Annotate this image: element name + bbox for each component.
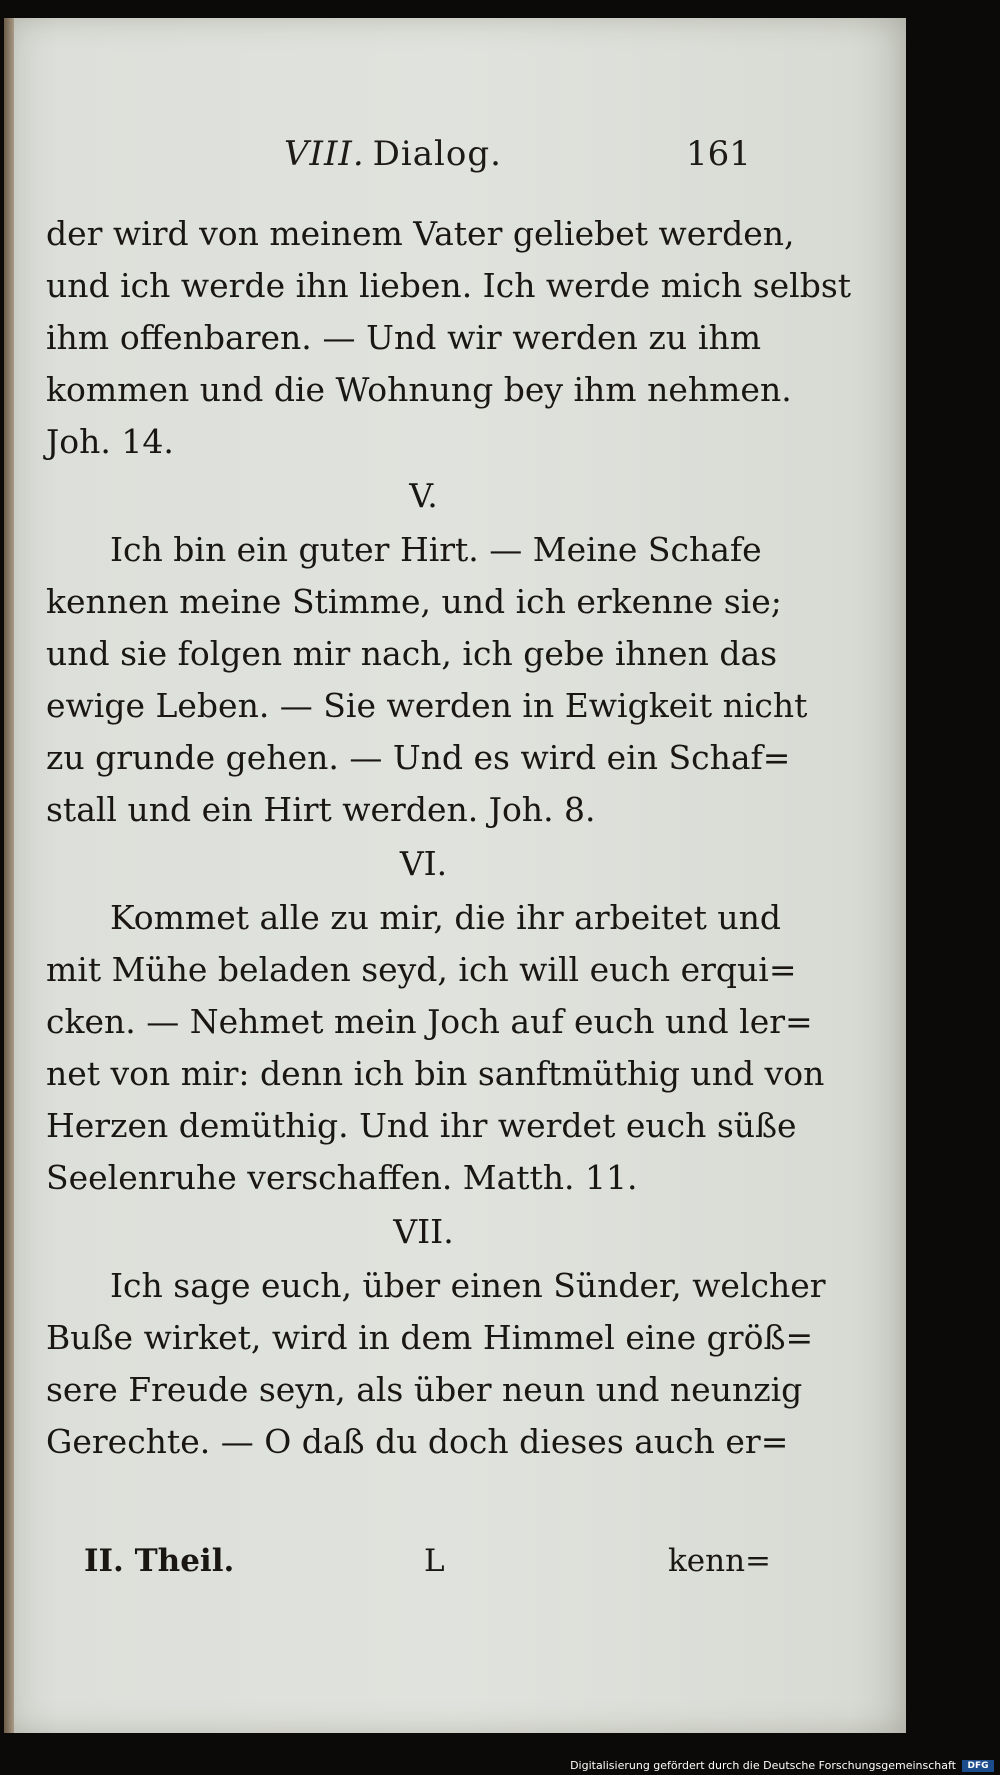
part-label: II. Theil. <box>84 1543 235 1579</box>
catchword: kenn= <box>668 1543 772 1579</box>
text-line: kommen und die Wohnung bey ihm nehmen. <box>46 370 792 409</box>
running-title <box>284 134 502 174</box>
book-page <box>4 18 906 1733</box>
page-footer <box>4 1543 906 1593</box>
page-number: 161 <box>686 134 751 174</box>
text-line: cken. — Nehmet mein Joch auf euch und ler= <box>46 1002 813 1041</box>
text-line: kennen meine Stimme, und ich erkenne sie; <box>46 582 782 621</box>
text-line: und sie folgen mir nach, ich gebe ihnen das <box>46 634 778 673</box>
text-line: Joh. 14. <box>46 422 174 461</box>
credit-text: Digitalisierung gefördert durch die Deutsche Forschungsgemeinschaft <box>570 1759 956 1772</box>
text-line: Kommet alle zu mir, die ihr arbeitet und <box>110 898 782 937</box>
digitization-credit-bar <box>0 1757 1000 1775</box>
text-line: der wird von meinem Vater geliebet werden, <box>46 214 795 253</box>
section-heading: VII. <box>393 1212 454 1251</box>
dfg-logo: DFG <box>962 1760 994 1772</box>
text-line: net von mir: denn ich bin sanftmüthig und von <box>46 1054 825 1093</box>
signature-mark: L <box>424 1543 445 1579</box>
text-line: und ich werde ihn lieben. Ich werde mich selbst <box>46 266 852 305</box>
text-line: sere Freude seyn, als über neun und neunzig <box>46 1370 803 1409</box>
section-heading: VI. <box>399 844 448 883</box>
running-header <box>4 130 906 180</box>
section-heading: V. <box>409 476 438 515</box>
body-text <box>46 208 852 1468</box>
chapter-title: Dialog. <box>372 134 502 174</box>
text-line: Ich bin ein guter Hirt. — Meine Schafe <box>110 530 762 569</box>
text-line: mit Mühe beladen seyd, ich will euch erqui= <box>46 950 797 989</box>
text-line: Ich sage euch, über einen Sünder, welcher <box>110 1266 826 1305</box>
text-line: zu grunde gehen. — Und es wird ein Schaf= <box>46 738 791 777</box>
text-line: Gerechte. — O daß du doch dieses auch er= <box>46 1422 789 1461</box>
page-edge <box>4 18 14 1733</box>
text-line: Buße wirket, wird in dem Himmel eine größ= <box>46 1318 814 1357</box>
text-line: Herzen demüthig. Und ihr werdet euch süße <box>46 1106 797 1145</box>
text-line: Seelenruhe verschaffen. Matth. 11. <box>46 1158 638 1197</box>
chapter-number: VIII. <box>284 134 365 174</box>
text-line: ihm offenbaren. — Und wir werden zu ihm <box>46 318 761 357</box>
text-line: ewige Leben. — Sie werden in Ewigkeit nicht <box>46 686 808 725</box>
text-line: stall und ein Hirt werden. Joh. 8. <box>46 790 596 829</box>
